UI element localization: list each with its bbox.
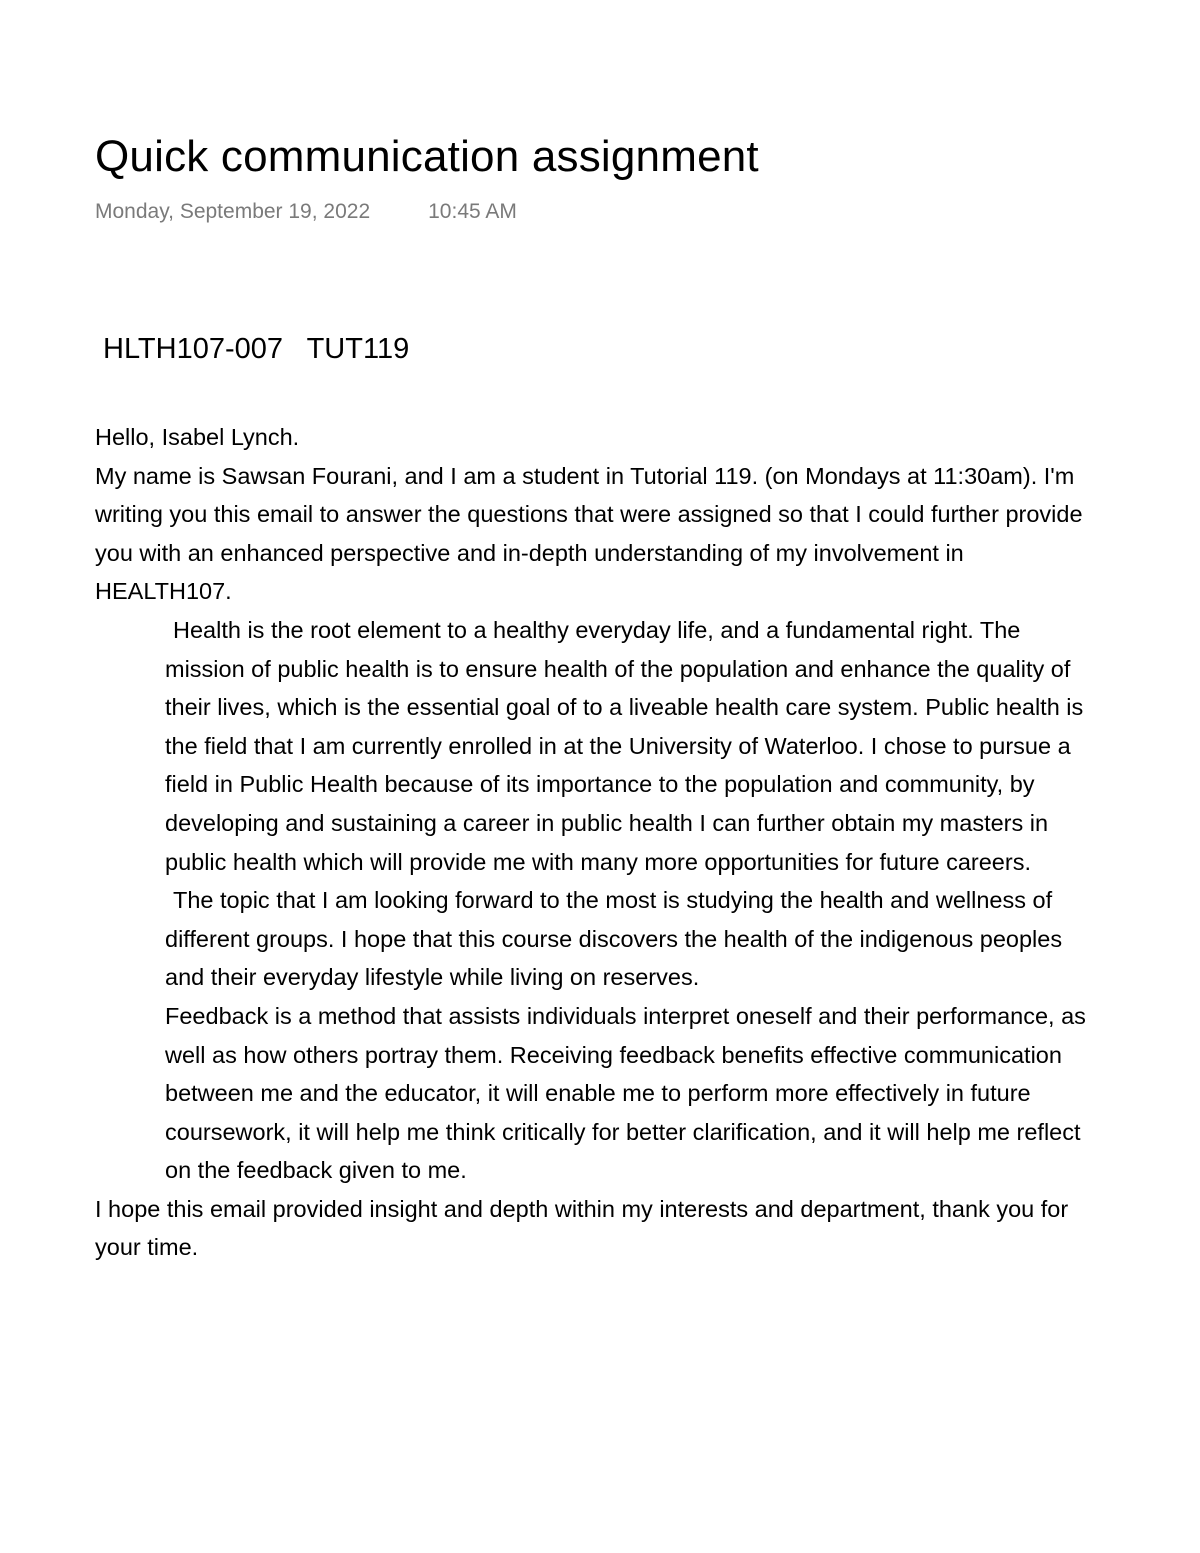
email-body (95, 418, 1105, 1267)
note-timestamp (95, 200, 517, 224)
note-date: Monday, September 19, 2022 (95, 200, 371, 223)
paragraph-topic: The topic that I am looking forward to the most is studying the health and wellness of different groups. I hope that this course discovers the health of the indigenous peoples and their everyday lifestyle while living on reserves. (165, 887, 1063, 991)
note-time: 10:45 AM (428, 200, 517, 223)
intro-paragraph: My name is Sawsan Fourani, and I am a student in Tutorial 119. (on Mondays at 11:30am). I'm writing you this email to answer the questions that were assigned so that I could further provide you with an enhanced perspective and in-depth understanding of my involvement in HEALTH107. (95, 462, 1083, 605)
paragraph-public-health: Health is the root element to a healthy everyday life, and a fundamental right. The mission of public health is to ensure health of the population and enhance the quality of their lives, which is the essential goal of to a liveable health care system. Public health is the field that I am currently enrolled in at the University of Waterloo. I chose to pursue a field in Public Health because of its importance to the population and community, by developing and sustaining a career in public health I can further obtain my masters in public health which will provide me with many more opportunities for future careers. (165, 616, 1084, 875)
paragraph-feedback: Feedback is a method that assists individuals interpret oneself and their performance, as well as how others portray them. Receiving feedback benefits effective communication between me and the educator, it will enable me to perform more effectively in future coursework, it will help me think critically for better clarification, and it will help me reflect on the feedback given to me. (165, 1002, 1086, 1184)
page-title: Quick communication assignment (95, 132, 759, 181)
greeting: Hello, Isabel Lynch. (95, 424, 300, 450)
course-code: HLTH107-007 TUT119 (103, 333, 410, 365)
closing-paragraph: I hope this email provided insight and depth within my interests and department, thank you for your time. (95, 1195, 1069, 1261)
